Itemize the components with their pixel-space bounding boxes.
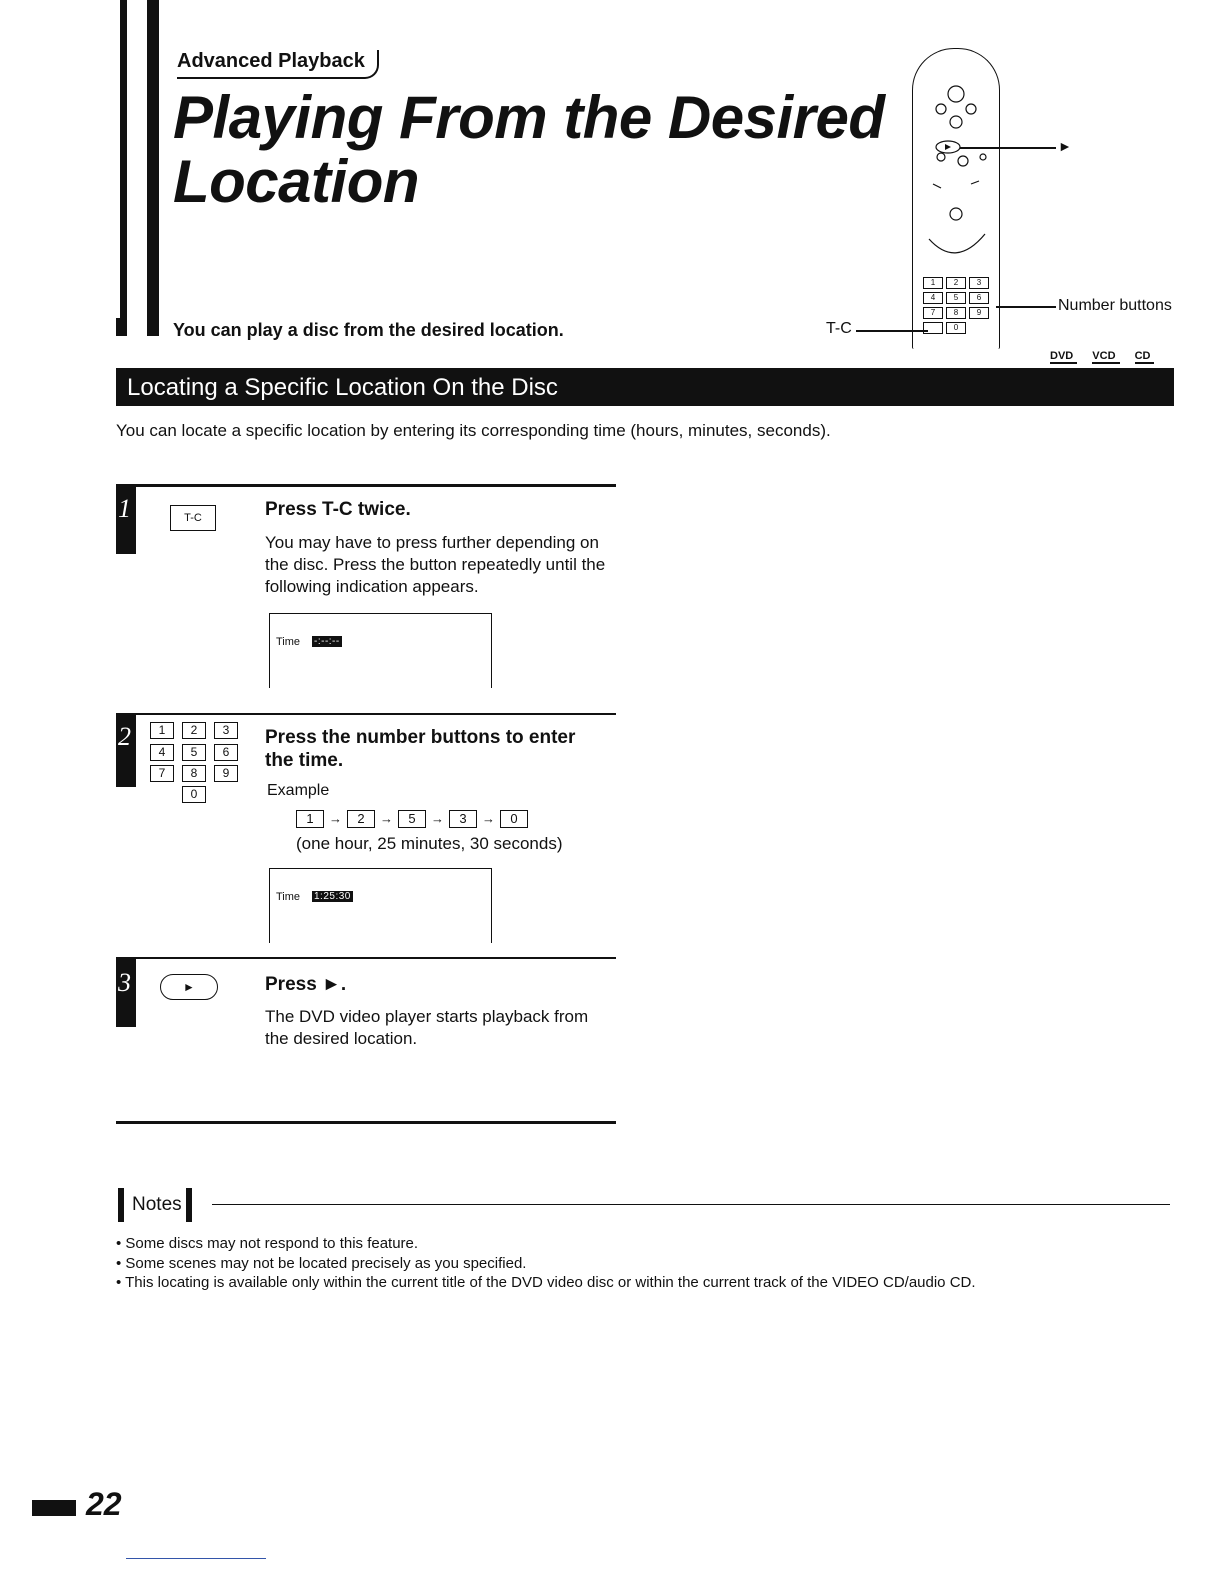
sequence-arrow-icon: →	[482, 811, 495, 826]
numpad-key-6: 6	[214, 744, 238, 761]
tc-callout-line	[856, 330, 928, 332]
remote-key-8: 8	[946, 307, 966, 319]
section-intro: You can locate a specific location by entering its corresponding time (hours, minutes, seconds).	[116, 421, 831, 440]
sequence-arrow-icon: →	[329, 811, 342, 826]
header-bar-left	[120, 0, 127, 336]
play-callout-line	[960, 147, 1056, 149]
step-3-number: 3	[118, 968, 131, 997]
footer-line	[126, 1558, 266, 1559]
step-2-heading: Press the number buttons to enter the time.	[265, 727, 576, 771]
steps-end-rule	[116, 1121, 616, 1124]
disc-tag-vcd: VCD	[1092, 350, 1119, 364]
example-note: (one hour, 25 minutes, 30 seconds)	[296, 834, 563, 853]
step-1-display-value: -:--:--	[314, 636, 340, 647]
step-1-rule	[116, 484, 616, 487]
numpad-key-5: 5	[182, 744, 206, 761]
step-2-display-label: Time	[276, 891, 301, 903]
number-buttons-callout-line	[996, 306, 1056, 308]
header-bar-tip	[116, 318, 120, 336]
step-2-rule	[116, 713, 616, 715]
remote-key-0: 0	[946, 322, 966, 334]
example-label: Example	[267, 782, 330, 799]
notes-label: Notes	[118, 1188, 192, 1222]
header-bar-right	[147, 0, 159, 336]
note-item: • Some discs may not respond to this feature.	[116, 1235, 419, 1252]
page-number: 22	[86, 1486, 122, 1522]
number-pad-icon	[150, 722, 242, 804]
page-intro: You can play a disc from the desired location.	[173, 320, 564, 340]
remote-control-illustration	[912, 48, 1000, 349]
step-2-display-value: 1:25:30	[314, 891, 351, 902]
tc-button-icon: T-C	[170, 505, 216, 531]
numpad-key-3: 3	[214, 722, 238, 739]
sequence-arrow-icon: →	[431, 811, 444, 826]
play-button-icon: ►	[160, 974, 218, 1000]
sequence-key-3: 5	[398, 810, 426, 828]
sequence-arrow-icon: →	[380, 811, 393, 826]
remote-key-1: 1	[923, 277, 943, 289]
remote-upper-buttons-icon	[913, 49, 999, 269]
tc-label: T-C	[826, 320, 852, 337]
remote-key-2: 2	[946, 277, 966, 289]
section-title: Locating a Specific Location On the Disc	[127, 374, 558, 401]
play-callout-arrow-icon: ►	[1058, 138, 1072, 154]
remote-key-4: 4	[923, 292, 943, 304]
page-title-line2: Location	[173, 148, 419, 215]
remote-key-6: 6	[969, 292, 989, 304]
example-key-sequence	[296, 810, 528, 828]
note-item: • This locating is available only within the current title of the DVD video disc or within the current track of the VIDEO CD/audio CD.	[116, 1274, 976, 1291]
step-3-body: The DVD video player starts playback from the desired location.	[265, 1007, 589, 1048]
sequence-key-1: 1	[296, 810, 324, 828]
numpad-key-4: 4	[150, 744, 174, 761]
sequence-key-5: 0	[500, 810, 528, 828]
remote-key-tc	[923, 322, 943, 334]
step-2-number: 2	[118, 722, 131, 751]
step-3-rule	[116, 957, 616, 959]
remote-key-3: 3	[969, 277, 989, 289]
page-title-line1: Playing From the Desired	[173, 84, 885, 151]
section-label: Advanced Playback	[177, 50, 379, 79]
step-1-heading: Press T-C twice.	[265, 499, 411, 520]
numpad-key-9: 9	[214, 765, 238, 782]
note-item: • Some scenes may not be located precisely as you specified.	[116, 1254, 527, 1272]
step-1-number: 1	[118, 494, 131, 523]
disc-type-tags	[1050, 350, 1166, 364]
remote-key-7: 7	[923, 307, 943, 319]
step-2-display	[269, 868, 492, 943]
numpad-key-7: 7	[150, 765, 174, 782]
remote-key-9: 9	[969, 307, 989, 319]
disc-tag-dvd: DVD	[1050, 350, 1077, 364]
step-3-heading: Press ►.	[265, 974, 347, 995]
notes-list	[116, 1234, 976, 1293]
disc-tag-cd: CD	[1135, 350, 1155, 364]
remote-key-5: 5	[946, 292, 966, 304]
number-buttons-label: Number buttons	[1058, 297, 1172, 314]
page-number-bar	[32, 1500, 76, 1516]
page-title	[173, 86, 885, 214]
sequence-key-4: 3	[449, 810, 477, 828]
numpad-key-2: 2	[182, 722, 206, 739]
step-1-display-label: Time	[276, 636, 301, 648]
numpad-key-0: 0	[182, 786, 206, 803]
step-1-body: You may have to press further depending on the disc. Press the button repeatedly until the following indication appears.	[265, 533, 606, 596]
numpad-key-1: 1	[150, 722, 174, 739]
sequence-key-2: 2	[347, 810, 375, 828]
notes-rule	[212, 1204, 1170, 1205]
numpad-key-8: 8	[182, 765, 206, 782]
step-1-display	[269, 613, 492, 688]
